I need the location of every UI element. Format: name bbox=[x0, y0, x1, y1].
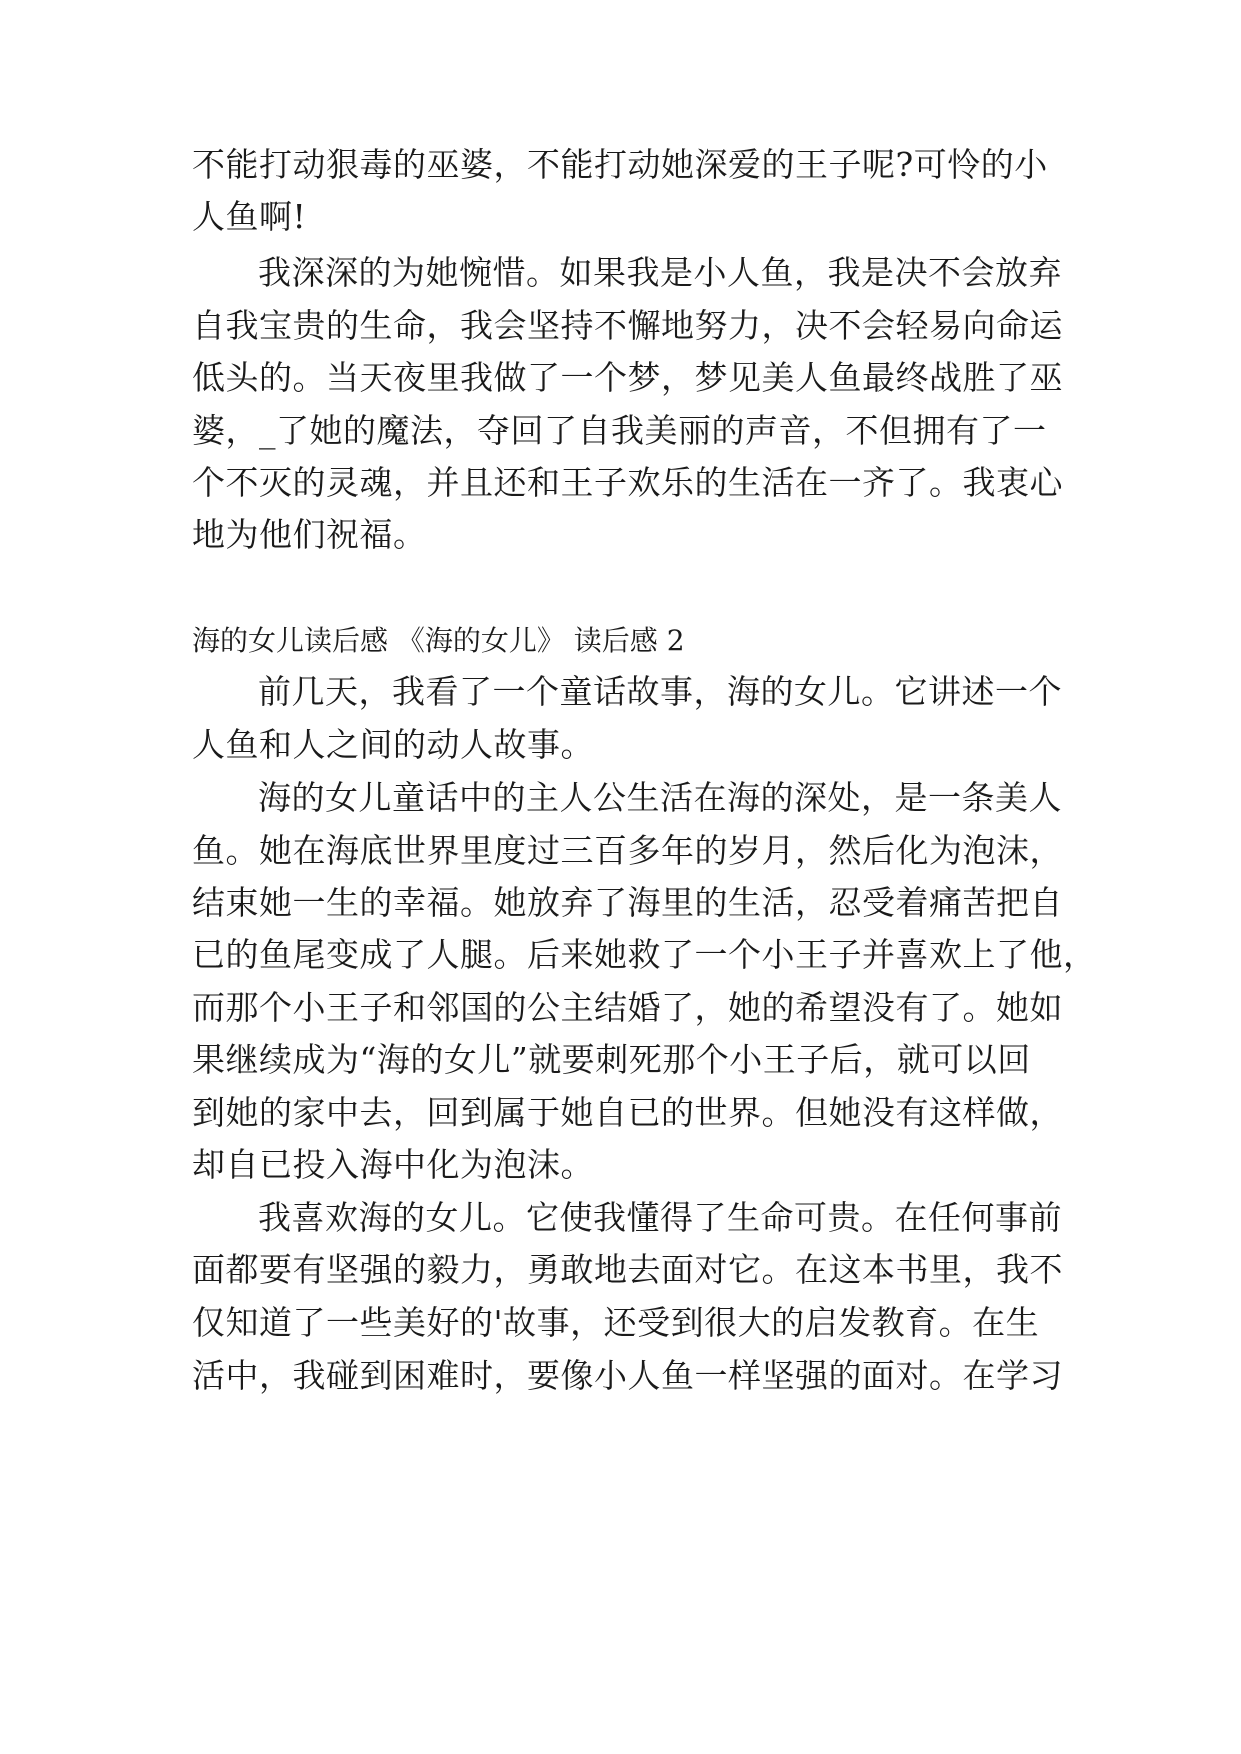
text-line: 地为他们祝福。 bbox=[192, 515, 427, 554]
text-line: 人鱼啊! bbox=[192, 197, 307, 236]
text-line: 鱼。她在海底世界里度过三百多年的岁月，然后化为泡沫， bbox=[192, 831, 1063, 870]
text-line: 个不灭的灵魂，并且还和王子欢乐的生活在一齐了。我衷心 bbox=[192, 463, 1063, 502]
text-line: 已的鱼尾变成了人腿。后来她救了一个小王子并喜欢上了他， bbox=[192, 935, 1097, 974]
text-line: 结束她一生的幸福。她放弃了海里的生活，忍受着痛苦把自 bbox=[192, 883, 1063, 922]
text-line: 仅知道了一些美好的'故事，还受到很大的启发教育。在生 bbox=[192, 1303, 1040, 1342]
text-line: 活中，我碰到困难时，要像小人鱼一样坚强的面对。在学习 bbox=[192, 1356, 1063, 1395]
text-line: 海的女儿童话中的主人公生活在海的深处，是一条美人 bbox=[258, 778, 1062, 817]
section-heading: 海的女儿读后感 《海的女儿》 读后感 2 bbox=[192, 624, 685, 657]
text-line: 低头的。当天夜里我做了一个梦，梦见美人鱼最终战胜了巫 bbox=[192, 358, 1063, 397]
text-line: 果继续成为“海的女儿”就要刺死那个小王子后，就可以回 bbox=[192, 1040, 1031, 1079]
text-line: 婆，_了她的魔法，夺回了自我美丽的声音，不但拥有了一 bbox=[192, 411, 1047, 450]
text-line: 前几天，我看了一个童话故事，海的女儿。它讲述一个 bbox=[258, 672, 1062, 711]
text-line: 自我宝贵的生命，我会坚持不懈地努力，决不会轻易向命运 bbox=[192, 306, 1063, 345]
text-line: 却自已投入海中化为泡沫。 bbox=[192, 1145, 594, 1184]
text-line: 人鱼和人之间的动人故事。 bbox=[192, 725, 594, 764]
text-line: 面都要有坚强的毅力，勇敢地去面对它。在这本书里，我不 bbox=[192, 1250, 1063, 1289]
text-line: 到她的家中去，回到属于她自已的世界。但她没有这样做， bbox=[192, 1093, 1063, 1132]
text-line: 我深深的为她惋惜。如果我是小人鱼，我是决不会放弃 bbox=[258, 253, 1062, 292]
text-line: 而那个小王子和邻国的公主结婚了，她的希望没有了。她如 bbox=[192, 988, 1063, 1027]
text-line: 我喜欢海的女儿。它使我懂得了生命可贵。在任何事前 bbox=[258, 1198, 1062, 1237]
text-line: 不能打动狠毒的巫婆，不能打动她深爱的王子呢?可怜的小 bbox=[192, 145, 1048, 184]
